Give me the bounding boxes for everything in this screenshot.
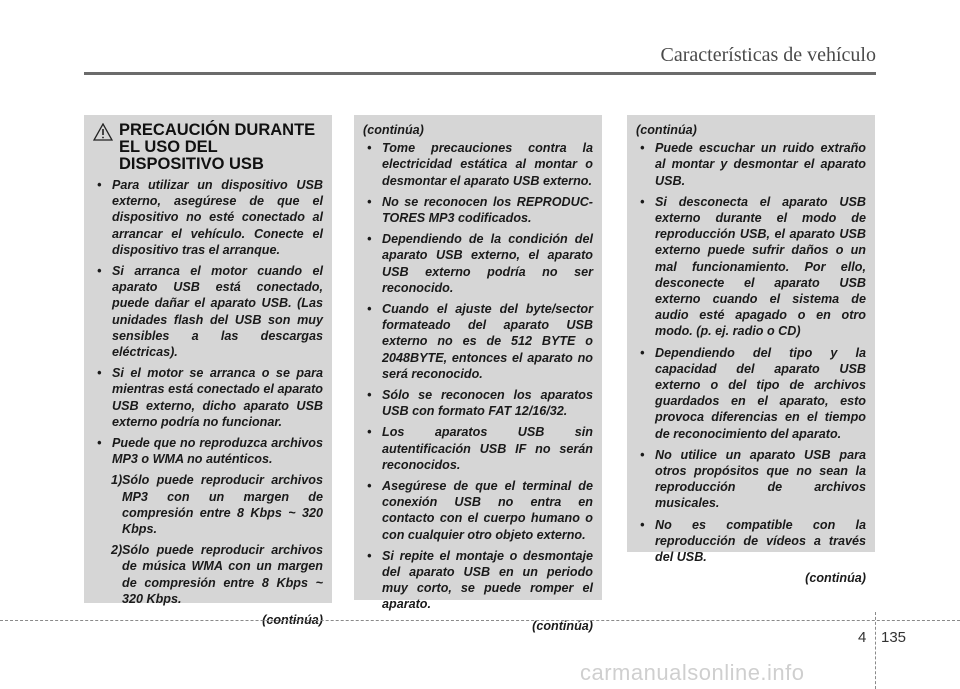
list-item: • Si el motor se arranca o se para mientras está conectado el aparato USB externo, dicho aparato USB externo podría no funcionar. xyxy=(93,365,323,430)
caution-title: PRECAUCIÓN DURANTE EL USO DEL DISPOSITIVO USB xyxy=(119,121,316,173)
list-item: • Si arranca el motor cuando el aparato USB está conectado, puede dañar el aparato USB. (Las unidades flash del USB son muy sensibles a las descargas eléctricas). xyxy=(93,263,323,360)
footer-dashed-rule xyxy=(0,620,960,621)
list-item: • Si desconecta el aparato USB externo durante el modo de reproducción USB, el aparato USB externo puede sufrir daños o un mal funcionamiento. Por ello, desconecte el aparato USB externo cuando el sistema de audio esté apagado o en otro modo. (p. ej. radio o CD) xyxy=(636,194,866,340)
caution-box-2 xyxy=(354,115,602,633)
warning-triangle-icon xyxy=(93,123,113,141)
list-item: • Los aparatos USB sin autentificación USB IF no serán reconocidos. xyxy=(363,424,593,473)
sub-item-number: 1) xyxy=(111,473,123,488)
list-item: • No es compatible con la reproducción de vídeos a través del USB. xyxy=(636,517,866,566)
continued-label: (continúa) xyxy=(805,571,866,586)
list-item: • Asegúrese de que el terminal de conexión USB no entra en contacto con el cuerpo humano o con cualquier otro objeto externo. xyxy=(363,478,593,543)
chapter-title: Características de vehículo xyxy=(660,44,876,66)
caution-heading xyxy=(93,122,323,173)
page-number-separator xyxy=(875,612,876,689)
sub-item-text: Sólo puede reproducir archivos MP3 con un margen de compresión entre 8 Kbps ~ 320 Kbps. xyxy=(122,473,323,537)
continued-label: (continúa) xyxy=(262,613,323,628)
watermark: carmanualsonline.info xyxy=(580,660,805,685)
continued-label: (continúa) xyxy=(532,618,593,633)
list-item: • Tome precauciones contra la electricidad estática al montar o desmontar el aparato USB externo. xyxy=(363,140,593,189)
page-number: 135 xyxy=(881,629,907,646)
list-item: • Sólo se reconocen los aparatos USB con formato FAT 12/16/32. xyxy=(363,387,593,419)
caution-box-3 xyxy=(627,115,875,586)
continued-label-top: (continúa) xyxy=(636,123,697,137)
list-item: • No se reconocen los REPRODUC- TORES MP3 codificados. xyxy=(363,194,593,226)
sub-item-text: Sólo puede reproducir archivos de música WMA con un margen de compresión entre 8 Kbps ~ 320 Kbps. xyxy=(122,543,323,606)
caution-list-3 xyxy=(636,140,866,565)
caution-box-1 xyxy=(84,115,332,628)
list-item: • Si repite el montaje o desmontaje del aparato USB en un periodo muy corto, se puede romper el aparato. xyxy=(363,548,593,613)
caution-list-2 xyxy=(363,140,593,612)
sub-item-number: 2) xyxy=(111,543,123,558)
header-rule xyxy=(84,72,876,75)
list-item: • Para utilizar un dispositivo USB externo, asegúrese de que el dispositivo no esté conectado al arrancar el vehículo. Conecte el dispositivo tras el arranque. xyxy=(93,177,323,258)
list-item: • Dependiendo del tipo y la capacidad del aparato USB externo o del tipo de archivos guardados en el aparato, esto provoca diferencias en el tiempo de reconocimiento del aparato. xyxy=(636,345,866,442)
list-item: • Dependiendo de la condición del aparato USB externo, el aparato USB externo podría no ser reconocido. xyxy=(363,231,593,296)
list-item: • Cuando el ajuste del byte/sector formateado del aparato USB externo no es de 512 BYTE o 2048BYTE, entonces el aparato no será reconocido. xyxy=(363,301,593,382)
list-item: • No utilice un aparato USB para otros propósitos que no sean la reproducción de archivos musicales. xyxy=(636,447,866,512)
continued-label-top: (continúa) xyxy=(363,123,424,137)
section-number: 4 xyxy=(858,629,867,646)
sub-item xyxy=(93,542,323,607)
list-item: • Puede que no reproduzca archivos MP3 o WMA no auténticos. xyxy=(93,435,323,467)
caution-list-1 xyxy=(93,177,323,467)
list-item: • Puede escuchar un ruido extraño al montar y desmontar el aparato USB. xyxy=(636,140,866,189)
sub-item xyxy=(93,472,323,537)
